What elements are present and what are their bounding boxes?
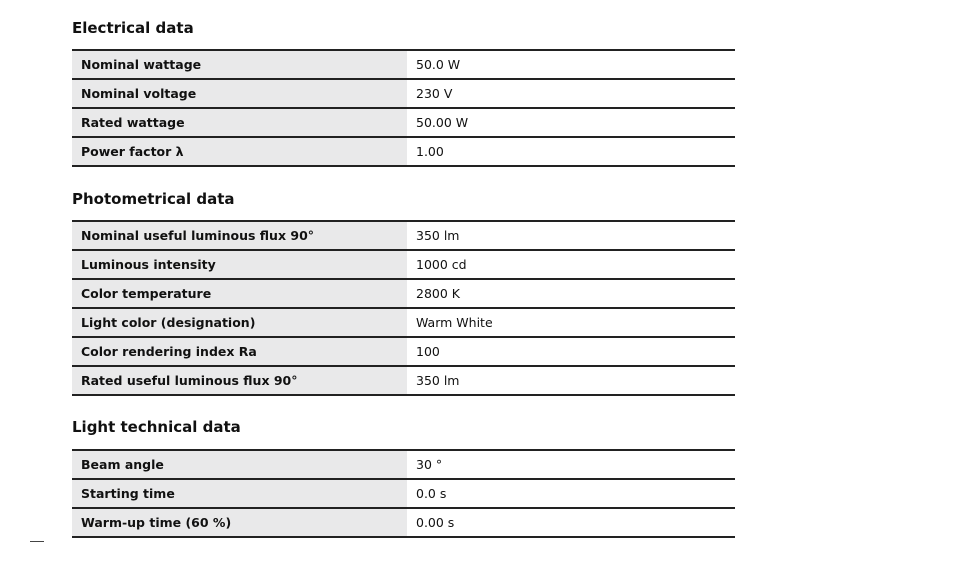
section-title-light-technical: Light technical data xyxy=(72,418,241,436)
row-value: 0.00 s xyxy=(407,508,735,537)
row-value: 100 xyxy=(407,337,735,366)
section-title-photometrical: Photometrical data xyxy=(72,190,235,208)
row-label: Color temperature xyxy=(72,279,407,308)
page-margin-mark xyxy=(30,541,44,542)
row-value: 2800 K xyxy=(407,279,735,308)
row-label: Luminous intensity xyxy=(72,250,407,279)
table-row xyxy=(72,221,735,250)
row-value: 50.00 W xyxy=(407,108,735,137)
row-label: Rated wattage xyxy=(72,108,407,137)
table-row xyxy=(72,479,735,508)
row-value: 1000 cd xyxy=(407,250,735,279)
table-row xyxy=(72,108,735,137)
light-technical-data-table xyxy=(72,449,735,538)
row-value: 30 ° xyxy=(407,450,735,479)
row-label: Rated useful luminous flux 90° xyxy=(72,366,407,395)
table-row xyxy=(72,137,735,166)
row-label: Beam angle xyxy=(72,450,407,479)
row-value: 350 lm xyxy=(407,366,735,395)
section-title-electrical: Electrical data xyxy=(72,19,194,37)
table-row xyxy=(72,308,735,337)
row-label: Nominal useful luminous flux 90° xyxy=(72,221,407,250)
row-value: 350 lm xyxy=(407,221,735,250)
row-value: Warm White xyxy=(407,308,735,337)
row-value: 50.0 W xyxy=(407,50,735,79)
row-label: Color rendering index Ra xyxy=(72,337,407,366)
row-label: Starting time xyxy=(72,479,407,508)
table-row xyxy=(72,79,735,108)
row-value: 0.0 s xyxy=(407,479,735,508)
table-row xyxy=(72,508,735,537)
photometrical-data-table xyxy=(72,220,735,396)
row-label: Power factor λ xyxy=(72,137,407,166)
row-value: 1.00 xyxy=(407,137,735,166)
table-row xyxy=(72,50,735,79)
row-label: Nominal voltage xyxy=(72,79,407,108)
row-label: Warm-up time (60 %) xyxy=(72,508,407,537)
table-row xyxy=(72,337,735,366)
table-row xyxy=(72,366,735,395)
row-label: Light color (designation) xyxy=(72,308,407,337)
electrical-data-table xyxy=(72,49,735,167)
table-row xyxy=(72,450,735,479)
row-label: Nominal wattage xyxy=(72,50,407,79)
table-row xyxy=(72,250,735,279)
table-row xyxy=(72,279,735,308)
row-value: 230 V xyxy=(407,79,735,108)
